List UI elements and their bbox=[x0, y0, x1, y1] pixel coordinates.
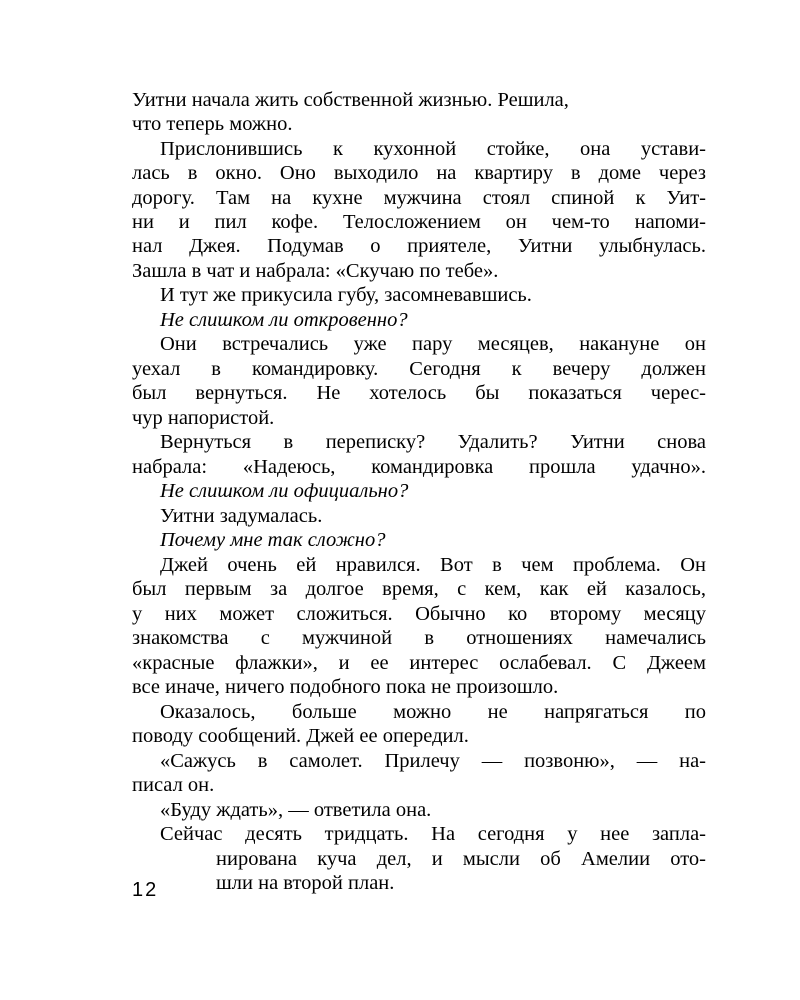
text-line: Прислонившись к кухонной стойке, она устави- bbox=[160, 138, 706, 160]
text-line: Сейчас десять тридцать. На сегодня у нее запла- bbox=[160, 823, 706, 845]
text-line: чур напористой. bbox=[132, 407, 275, 429]
text-line: поводу сообщений. Джей ее опередил. bbox=[132, 725, 469, 747]
text-line: Зашла в чат и набрала: «Скучаю по тебе». bbox=[132, 260, 499, 282]
text-line: лась в окно. Оно выходило на квартиру в доме через bbox=[132, 162, 706, 184]
text-line: уехал в командировку. Сегодня к вечеру должен bbox=[132, 358, 706, 380]
text-line: Джей очень ей нравился. Вот в чем проблема. Он bbox=[160, 554, 706, 576]
text-line: что теперь можно. bbox=[132, 113, 293, 135]
text-line: был первым за долгое время, с кем, как ей казалось, bbox=[132, 578, 706, 600]
italic-thought-line: Не слишком ли официально? bbox=[160, 480, 409, 502]
text-line: Уитни задумалась. bbox=[160, 505, 323, 527]
text-line: у них может сложиться. Обычно ко второму месяцу bbox=[132, 603, 706, 625]
text-line: «Буду ждать», — ответила она. bbox=[160, 799, 432, 821]
text-line: шли на второй план. bbox=[216, 872, 395, 894]
text-line: Вернуться в переписку? Удалить? Уитни снова bbox=[160, 431, 706, 453]
text-line: Оказалось, больше можно не напрягаться по bbox=[160, 701, 706, 723]
text-line: знакомства с мужчиной в отношениях намечались bbox=[132, 627, 706, 649]
text-line: Уитни начала жить собственной жизнью. Решила, bbox=[132, 89, 569, 111]
italic-thought-line: Не слишком ли откровенно? bbox=[160, 309, 408, 331]
text-line: «красные флажки», и ее интерес ослабевал. С Джеем bbox=[132, 652, 706, 674]
italic-thought-line: Почему мне так сложно? bbox=[160, 529, 386, 551]
text-line: нирована куча дел, и мысли об Амелии ото- bbox=[216, 848, 706, 870]
text-line: все иначе, ничего подобного пока не произошло. bbox=[132, 676, 559, 698]
text-line: И тут же прикусила губу, засомневавшись. bbox=[160, 284, 532, 306]
text-line: дорогу. Там на кухне мужчина стоял спиной к Уит- bbox=[132, 187, 706, 209]
text-line: «Сажусь в самолет. Прилечу — позвоню», — на- bbox=[160, 750, 706, 772]
text-line: Они встречались уже пару месяцев, накануне он bbox=[160, 333, 706, 355]
text-line: набрала: «Надеюсь, командировка прошла удачно». bbox=[132, 456, 706, 478]
text-line: ни и пил кофе. Телосложением он чем-то напоми- bbox=[132, 211, 706, 233]
text-line: писал он. bbox=[132, 774, 215, 796]
page-number: 12 bbox=[132, 879, 159, 901]
text-line: нал Джея. Подумав о приятеле, Уитни улыбнулась. bbox=[132, 235, 706, 257]
text-line: был вернуться. Не хотелось бы показаться черес- bbox=[132, 382, 706, 404]
